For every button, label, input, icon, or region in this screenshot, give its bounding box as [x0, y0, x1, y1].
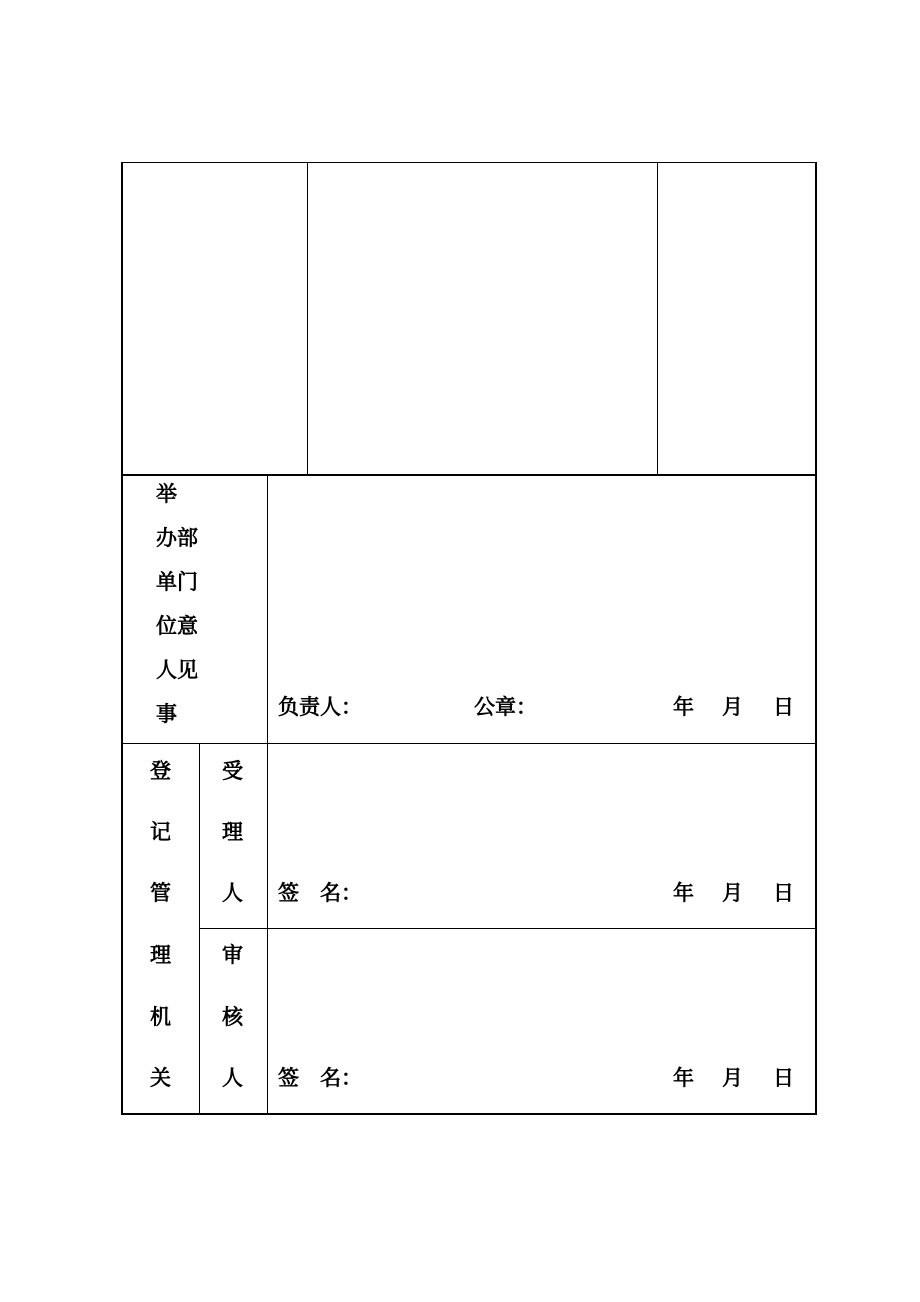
opinion-label-line-6: 事 [156, 701, 177, 726]
authority-label-char-4: 理 [150, 942, 171, 967]
table-border-left [121, 162, 123, 1115]
receiver-date-year: 年 [673, 880, 694, 905]
opinion-label-line-5: 人见 [156, 657, 198, 682]
responsible-person-label: 负责人： [278, 694, 362, 719]
reviewer-date-day: 日 [773, 1065, 794, 1090]
receiver-signature-label: 签 名： [278, 880, 362, 905]
reviewer-date-year: 年 [673, 1065, 694, 1090]
table-border-bottom [121, 1113, 817, 1115]
reviewer-label-char-3: 人 [222, 1065, 243, 1090]
reviewer-signature-label: 签 名： [278, 1065, 362, 1090]
authority-label-char-5: 机 [150, 1004, 171, 1029]
top-row-divider-2 [657, 162, 658, 475]
receiver-date-day: 日 [773, 880, 794, 905]
top-row-bottom-border [121, 474, 817, 476]
authority-label-divider [267, 744, 268, 1114]
opinion-date-year: 年 [673, 694, 694, 719]
authority-label-char-6: 关 [150, 1065, 171, 1090]
receiver-label-char-2: 理 [222, 819, 243, 844]
receiver-label-char-1: 受 [222, 758, 243, 783]
opinion-date-day: 日 [773, 694, 794, 719]
opinion-label-line-1: 举 [156, 481, 177, 506]
receiver-row-bottom-border [199, 928, 817, 929]
opinion-label-line-4: 位意 [156, 613, 198, 638]
opinion-row-bottom-border [121, 743, 817, 744]
authority-label-char-3: 管 [150, 880, 171, 905]
authority-label-char-1: 登 [150, 758, 171, 783]
reviewer-label-char-1: 审 [222, 942, 243, 967]
authority-label-char-2: 记 [150, 819, 171, 844]
table-border-right [815, 162, 817, 1115]
top-row-divider-1 [307, 162, 308, 475]
opinion-label-line-3: 单门 [156, 569, 198, 594]
opinion-row-divider [267, 476, 268, 744]
reviewer-date-month: 月 [722, 1065, 743, 1090]
opinion-date-month: 月 [722, 694, 743, 719]
table-border-top [121, 162, 817, 163]
seal-label: 公章： [474, 694, 537, 719]
receiver-date-month: 月 [722, 880, 743, 905]
receiver-label-char-3: 人 [222, 880, 243, 905]
opinion-label-line-2: 办部 [156, 525, 198, 550]
reviewer-label-char-2: 核 [222, 1004, 243, 1029]
authority-column-divider [199, 744, 200, 1114]
